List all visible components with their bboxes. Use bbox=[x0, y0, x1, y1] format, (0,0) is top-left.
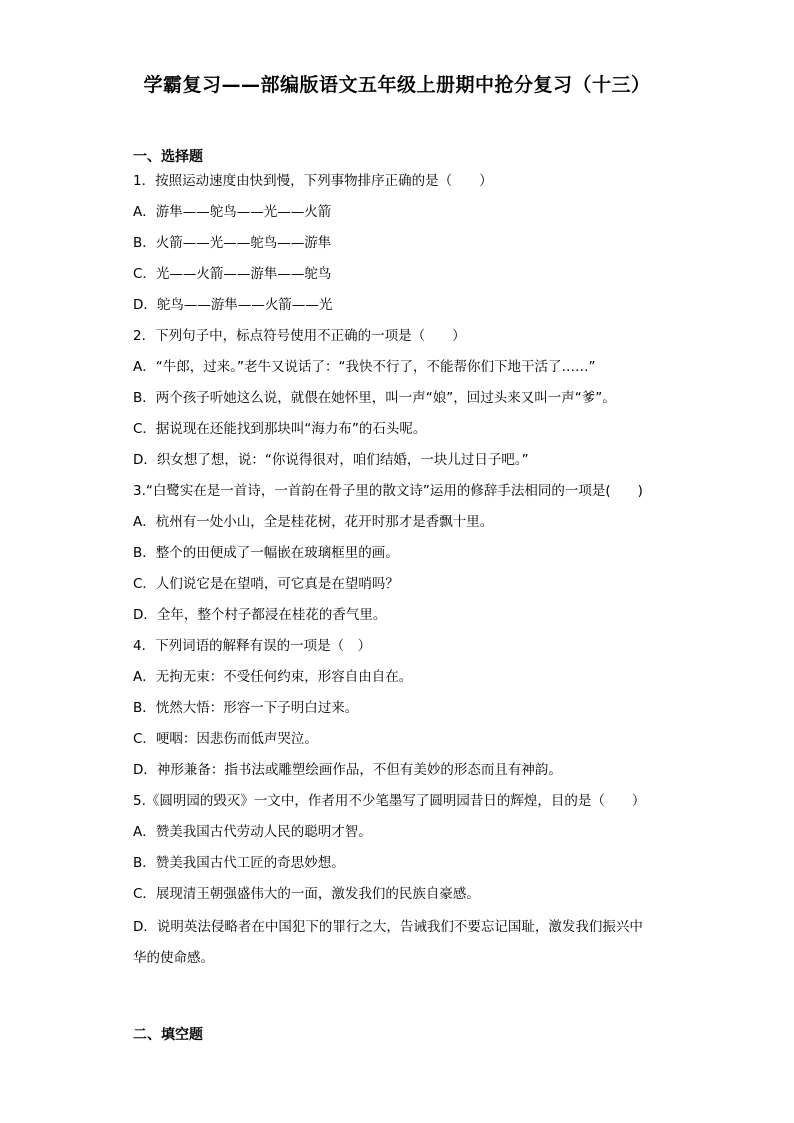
document-title: 学霸复习——部编版语文五年级上册期中抢分复习（十三） bbox=[143, 74, 651, 96]
question-1-option-d: D．鸵鸟——游隼——火箭——光 bbox=[133, 297, 333, 313]
question-1-stem: 1．按照运动速度由快到慢，下列事物排序正确的是（ ） bbox=[133, 173, 493, 189]
question-3-option-d: D．全年，整个村子都浸在桂花的香气里。 bbox=[133, 607, 387, 623]
question-2-stem: 2．下列句子中，标点符号使用不正确的一项是（ ） bbox=[133, 328, 466, 344]
question-2-option-a: A．“牛郎，过来。”老牛又说话了：“我快不行了，不能帮你们下地干活了……” bbox=[133, 359, 596, 375]
question-4-option-c: C．哽咽：因悲伤而低声哭泣。 bbox=[133, 731, 318, 747]
question-5-option-b: B．赞美我国古代工匠的奇思妙想。 bbox=[133, 855, 345, 871]
question-4-stem: 4．下列词语的解释有误的一项是（ ） bbox=[133, 638, 372, 654]
question-2-option-b: B．两个孩子听她这么说，就偎在她怀里，叫一声“娘”，回过头来又叫一声“爹”。 bbox=[133, 390, 616, 406]
question-4-option-a: A．无拘无束：不受任何约束，形容自由自在。 bbox=[133, 669, 413, 685]
question-5-stem: 5.《圆明园的毁灭》一文中，作者用不少笔墨写了圆明园昔日的辉煌，目的是（ ） bbox=[133, 793, 646, 809]
question-3-option-b: B．整个的田便成了一幅嵌在玻璃框里的画。 bbox=[133, 545, 399, 561]
question-2-option-c: C．据说现在还能找到那块叫“海力布”的石头呢。 bbox=[133, 421, 427, 437]
question-1-option-c: C．光——火箭——游隼——鸵鸟 bbox=[133, 266, 332, 282]
section-heading-fill-blank: 二、填空题 bbox=[133, 1027, 203, 1043]
question-3-option-a: A．杭州有一处小山，全是桂花树，花开时那才是香飘十里。 bbox=[133, 514, 494, 530]
question-3-stem: 3.“白鹭实在是一首诗，一首韵在骨子里的散文诗”运用的修辞手法相同的一项是( ) bbox=[133, 483, 643, 499]
question-5-option-d-continued: 华的使命感。 bbox=[133, 950, 214, 966]
question-3-option-c: C．人们说它是在望哨，可它真是在望哨吗？ bbox=[133, 576, 399, 592]
section-heading-choice: 一、选择题 bbox=[133, 149, 203, 165]
question-1-option-a: A．游隼——鸵鸟——光——火箭 bbox=[133, 204, 332, 220]
question-4-option-b: B．恍然大悟：形容一下子明白过来。 bbox=[133, 700, 359, 716]
question-4-option-d: D．神形兼备：指书法或雕塑绘画作品，不但有美妙的形态而且有神韵。 bbox=[133, 762, 562, 778]
question-1-option-b: B．火箭——光——鸵鸟——游隼 bbox=[133, 235, 332, 251]
question-5-option-c: C．展现清王朝强盛伟大的一面，激发我们的民族自豪感。 bbox=[133, 886, 480, 902]
question-5-option-a: A．赞美我国古代劳动人民的聪明才智。 bbox=[133, 824, 372, 840]
question-5-option-d: D．说明英法侵略者在中国犯下的罪行之大，告诫我们不要忘记国耻，激发我们振兴中 bbox=[133, 919, 643, 935]
question-2-option-d: D．织女想了想，说：“你说得很对，咱们结婚，一块儿过日子吧。” bbox=[133, 452, 529, 468]
